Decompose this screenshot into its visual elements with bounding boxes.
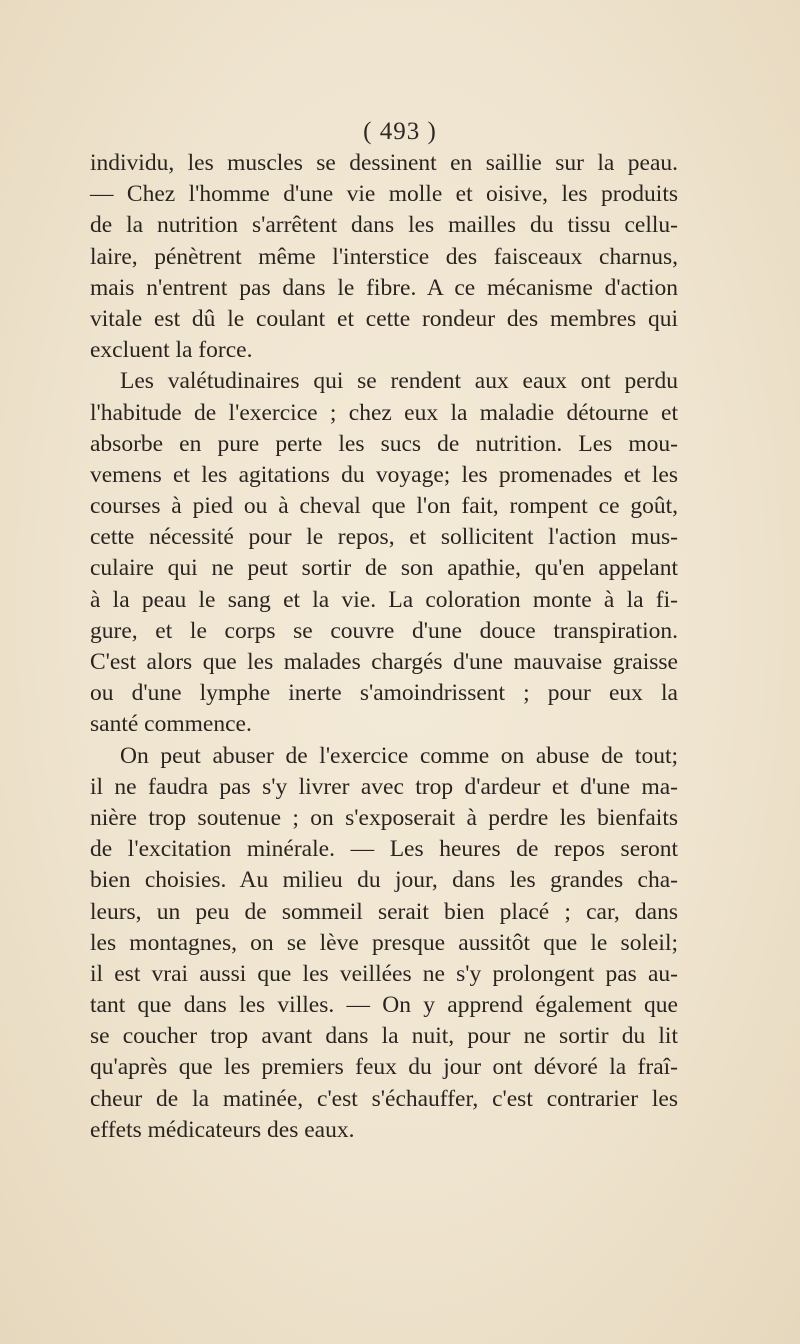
text-line: de la nutrition s'arrêtent dans les mailles du tissu cellu- <box>90 212 678 239</box>
text-line: bien choisies. Au milieu du jour, dans les grandes cha- <box>90 867 678 894</box>
text-line: On peut abuser de l'exercice comme on abuse de tout; <box>120 742 678 769</box>
text-line: cette nécessité pour le repos, et sollicitent l'action mus- <box>90 524 678 551</box>
text-line: tant que dans les villes. — On y apprend également que <box>90 992 678 1019</box>
text-line: gure, et le corps se couvre d'une douce transpiration. <box>90 617 678 644</box>
body-text <box>90 148 678 1146</box>
text-line: de l'excitation minérale. — Les heures de repos seront <box>90 836 678 863</box>
text-line: absorbe en pure perte les sucs de nutrition. Les mou- <box>90 430 678 457</box>
text-line: se coucher trop avant dans la nuit, pour ne sortir du lit <box>90 1023 678 1050</box>
text-line: à la peau le sang et la vie. La coloration monte à la fi- <box>90 586 678 613</box>
text-line: il ne faudra pas s'y livrer avec trop d'ardeur et d'une ma- <box>90 773 678 800</box>
text-line: — Chez l'homme d'une vie molle et oisive, les produits <box>90 181 678 208</box>
text-line: vitale est dû le coulant et cette rondeur des membres qui <box>90 305 678 332</box>
text-line: courses à pied ou à cheval que l'on fait, rompent ce goût, <box>90 493 678 520</box>
text-line: nière trop soutenue ; on s'exposerait à perdre les bienfaits <box>90 804 678 831</box>
text-line: laire, pénètrent même l'interstice des faisceaux charnus, <box>90 243 678 270</box>
text-line: qu'après que les premiers feux du jour ont dévoré la fraî- <box>90 1054 678 1081</box>
text-line: excluent la force. <box>90 337 253 364</box>
text-line: leurs, un peu de sommeil serait bien placé ; car, dans <box>90 898 678 925</box>
text-line: ou d'une lymphe inerte s'amoindrissent ; pour eux la <box>90 680 678 707</box>
text-line: culaire qui ne peut sortir de son apathie, qu'en appelant <box>90 555 678 582</box>
text-line: l'habitude de l'exercice ; chez eux la maladie détourne et <box>90 399 678 426</box>
text-line: individu, les muscles se dessinent en saillie sur la peau. <box>90 150 678 176</box>
text-line: Les valétudinaires qui se rendent aux eaux ont perdu <box>120 368 678 395</box>
text-line: il est vrai aussi que les veillées ne s'y prolongent pas au- <box>90 960 678 987</box>
text-line: vemens et les agitations du voyage; les promenades et les <box>90 461 678 488</box>
text-line: les montagnes, on se lève presque aussitôt que le soleil; <box>90 929 678 956</box>
text-line: C'est alors que les malades chargés d'une mauvaise graisse <box>90 649 678 675</box>
text-line: cheur de la matinée, c'est s'échauffer, c'est contrarier les <box>90 1085 678 1112</box>
text-line: mais n'entrent pas dans le fibre. A ce mécanisme d'action <box>90 274 678 301</box>
text-line: santé commence. <box>90 711 252 738</box>
page-number: ( 493 ) <box>363 118 437 145</box>
text-line: effets médicateurs des eaux. <box>90 1116 355 1143</box>
